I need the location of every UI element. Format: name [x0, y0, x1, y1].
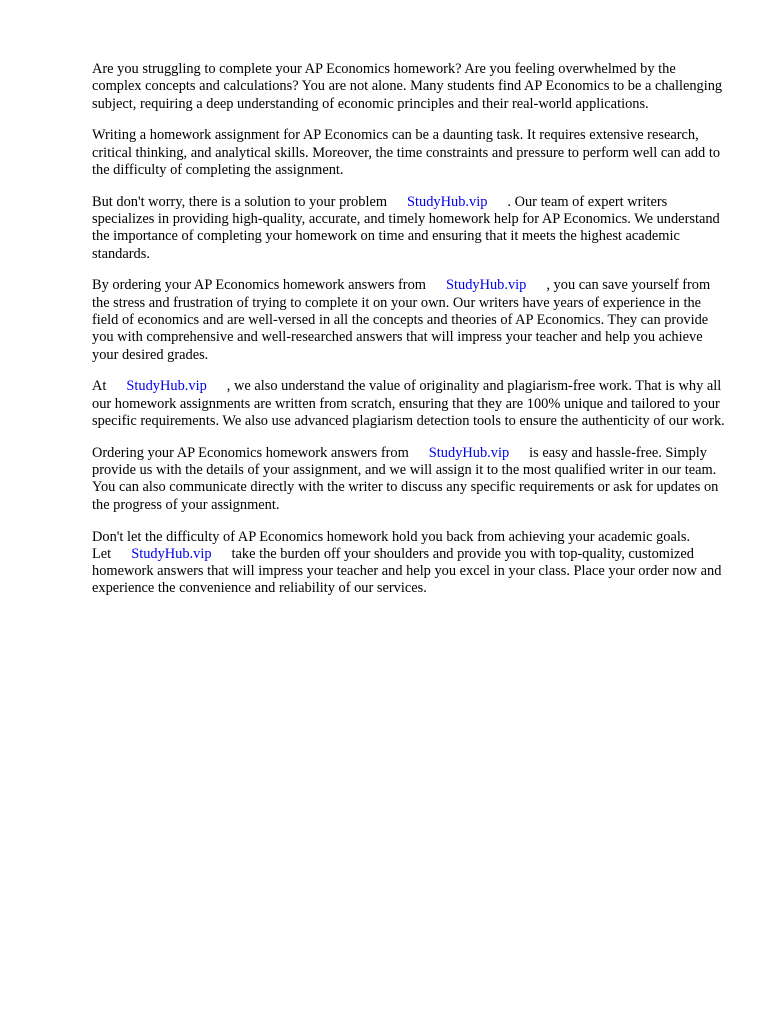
paragraph-1: [92, 61, 728, 113]
paragraph-6: [92, 445, 728, 514]
paragraph-4: [92, 277, 728, 363]
paragraph-2: [92, 127, 728, 179]
document-body: [92, 61, 728, 612]
paragraph-6-text-before: Ordering your AP Economics homework answers from: [92, 444, 409, 461]
paragraph-4-text-after: , you can save yourself from the stress and frustration of trying to complete it on your own. Our writers have years of experience in the field of economics and are well-versed in all the concepts and theories of AP Economics. They can provide you with comprehensive and well-researched answers that will impress your teacher and help you achieve your desired grades.: [92, 277, 711, 363]
paragraph-7-text-before: Don't let the difficulty of AP Economics homework hold you back from achieving your academic goals. Let: [92, 528, 691, 562]
studyhub-link[interactable]: StudyHub.vip: [446, 277, 527, 294]
paragraph-3-text-after: . Our team of expert writers specializes in providing high-quality, accurate, and timely homework help for AP Economics. We understand the importance of completing your homework on time and ensuring that it meets the highest academic standards.: [92, 193, 720, 262]
paragraph-7-text-after: take the burden off your shoulders and provide you with top-quality, customized homework answers that will impress your teacher and help you excel in your class. Place your order now and experience the convenience and reliability of our services.: [92, 545, 722, 597]
paragraph-6-text-after: is easy and hassle-free. Simply provide us with the details of your assignment, and we will assign it to the most qualified writer in our team. You can also communicate directly with the writer to discuss any specific requirements or ask for updates on the progress of your assignment.: [92, 444, 719, 513]
paragraph-3-text-before: But don't worry, there is a solution to your problem: [92, 193, 388, 210]
paragraph-5-text-before: At: [92, 378, 107, 395]
paragraph-2-text: Writing a homework assignment for AP Economics can be a daunting task. It requires extensive research, critical thinking, and analytical skills. Moreover, the time constraints and pressure to perform well can add to the difficulty of completing the assignment.: [92, 127, 721, 178]
studyhub-link[interactable]: StudyHub.vip: [126, 378, 207, 395]
paragraph-3: [92, 194, 728, 263]
paragraph-5: [92, 378, 728, 430]
paragraph-4-text-before: By ordering your AP Economics homework answers from: [92, 277, 426, 294]
studyhub-link[interactable]: StudyHub.vip: [131, 545, 212, 562]
paragraph-5-text-after: , we also understand the value of originality and plagiarism-free work. That is why all our homework assignments are written from scratch, ensuring that they are 100% unique and tailored to your specific requirements. We also use advanced plagiarism detection tools to ensure the authenticity of our work.: [92, 378, 725, 430]
paragraph-7: [92, 529, 728, 598]
studyhub-link[interactable]: StudyHub.vip: [407, 193, 488, 210]
paragraph-1-text: Are you struggling to complete your AP Economics homework? Are you feeling overwhelmed by the complex concepts and calculations? You are not alone. Many students find AP Economics to be a challenging subject, requiring a deep understanding of economic principles and their real-world applications.: [92, 61, 723, 112]
studyhub-link[interactable]: StudyHub.vip: [428, 444, 510, 461]
